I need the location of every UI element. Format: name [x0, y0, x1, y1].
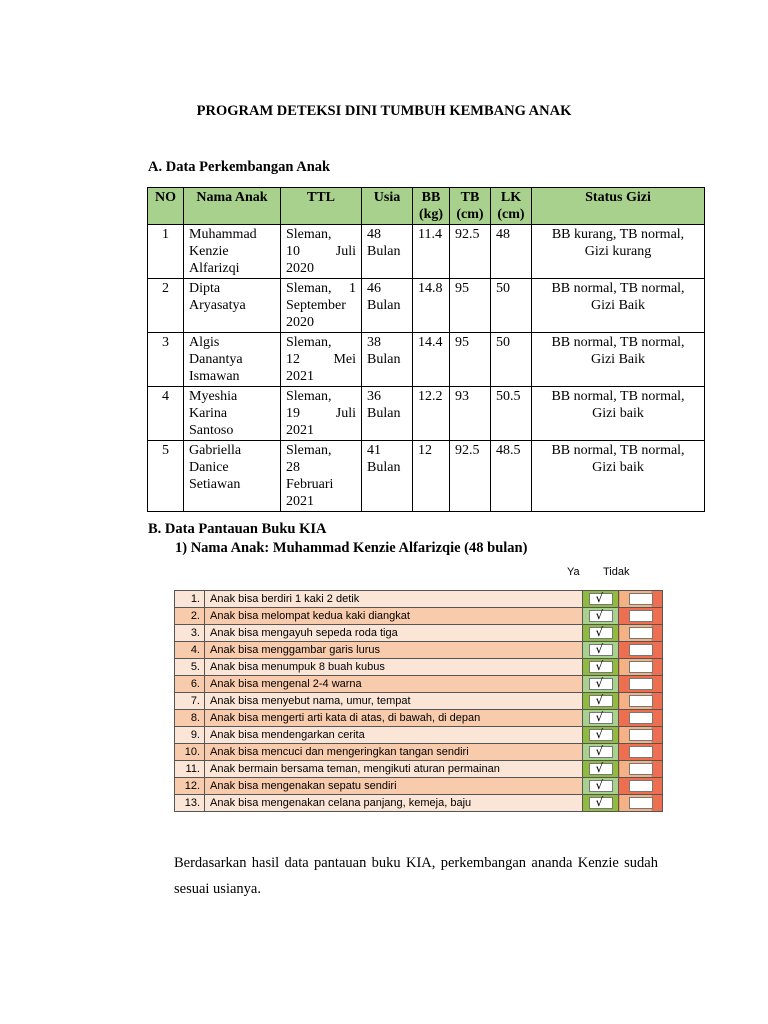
- kia-checklist-table: [174, 590, 663, 812]
- cell-lk: 50.5: [491, 387, 532, 441]
- table-row: [148, 387, 705, 441]
- cell-lk: 50: [491, 279, 532, 333]
- child-name-heading: 1) Nama Anak: Muhammad Kenzie Alfarizqie (48 bulan): [175, 540, 528, 556]
- table-row: [148, 225, 705, 279]
- tidak-cell: [619, 625, 663, 642]
- development-table: [147, 187, 705, 512]
- tidak-column-label: Tidak: [603, 566, 630, 578]
- tidak-cell: [619, 676, 663, 693]
- cell-ttl: Sleman, 28 Februari 2021: [281, 441, 362, 512]
- cell-tb: 95: [450, 333, 491, 387]
- ya-checkbox[interactable]: [589, 678, 613, 690]
- conclusion-paragraph: Berdasarkan hasil data pantauan buku KIA, perkembangan ananda Kenzie sudah sesuai usianya.: [174, 855, 658, 897]
- cell-nama: Algis Danantya Ismawan: [184, 333, 281, 387]
- cell-status: BB normal, TB normal, Gizi Baik: [532, 333, 705, 387]
- check-icon: √: [595, 744, 604, 759]
- ya-cell: [583, 591, 619, 608]
- ya-checkbox[interactable]: [589, 593, 613, 605]
- item-text: Anak bisa mengayuh sepeda roda tiga: [205, 625, 583, 642]
- item-text: Anak bisa mengenal 2-4 warna: [205, 676, 583, 693]
- ya-cell: [583, 761, 619, 778]
- item-text: Anak bisa menumpuk 8 buah kubus: [205, 659, 583, 676]
- document-title: PROGRAM DETEKSI DINI TUMBUH KEMBANG ANAK: [196, 103, 572, 119]
- header-status: Status Gizi: [532, 188, 705, 225]
- cell-status: BB normal, TB normal, Gizi baik: [532, 387, 705, 441]
- list-item: [175, 676, 663, 693]
- section-a-heading: A. Data Perkembangan Anak: [148, 159, 331, 175]
- tidak-cell: [619, 727, 663, 744]
- section-b-heading: B. Data Pantauan Buku KIA: [148, 521, 327, 537]
- cell-ttl: Sleman, 1 September 2020: [281, 279, 362, 333]
- tidak-checkbox[interactable]: [629, 627, 653, 639]
- cell-no: 5: [148, 441, 184, 512]
- item-number: 5.: [175, 659, 205, 676]
- cell-ttl: Sleman, 10 Juli 2020: [281, 225, 362, 279]
- ya-checkbox[interactable]: [589, 746, 613, 758]
- header-no: NO: [148, 188, 184, 225]
- ya-cell: [583, 693, 619, 710]
- cell-nama: Muhammad Kenzie Alfarizqi: [184, 225, 281, 279]
- tidak-checkbox[interactable]: [629, 644, 653, 656]
- item-number: 12.: [175, 778, 205, 795]
- header-lk: LK (cm): [491, 188, 532, 225]
- table-row: [148, 279, 705, 333]
- tidak-cell: [619, 778, 663, 795]
- check-icon: √: [595, 778, 604, 793]
- tidak-checkbox[interactable]: [629, 593, 653, 605]
- item-text: Anak bisa mencuci dan mengeringkan tangan sendiri: [205, 744, 583, 761]
- ya-checkbox[interactable]: [589, 644, 613, 656]
- tidak-cell: [619, 608, 663, 625]
- cell-bb: 11.4: [413, 225, 450, 279]
- check-icon: √: [595, 659, 604, 674]
- check-icon: √: [595, 642, 604, 657]
- cell-usia: 48 Bulan: [362, 225, 413, 279]
- check-icon: √: [595, 761, 604, 776]
- cell-tb: 95: [450, 279, 491, 333]
- table-row: [148, 441, 705, 512]
- cell-status: BB kurang, TB normal, Gizi kurang: [532, 225, 705, 279]
- item-number: 7.: [175, 693, 205, 710]
- ya-cell: [583, 727, 619, 744]
- tidak-checkbox[interactable]: [629, 661, 653, 673]
- item-number: 6.: [175, 676, 205, 693]
- cell-lk: 50: [491, 333, 532, 387]
- item-text: Anak bisa menyebut nama, umur, tempat: [205, 693, 583, 710]
- item-text: Anak bermain bersama teman, mengikuti aturan permainan: [205, 761, 583, 778]
- list-item: [175, 744, 663, 761]
- item-text: Anak bisa mengenakan celana panjang, kemeja, baju: [205, 795, 583, 812]
- list-item: [175, 795, 663, 812]
- list-item: [175, 591, 663, 608]
- list-item: [175, 761, 663, 778]
- cell-usia: 36 Bulan: [362, 387, 413, 441]
- ya-cell: [583, 795, 619, 812]
- header-usia: Usia: [362, 188, 413, 225]
- tidak-cell: [619, 710, 663, 727]
- ya-column-label: Ya: [567, 566, 580, 578]
- cell-status: BB normal, TB normal, Gizi Baik: [532, 279, 705, 333]
- cell-nama: Dipta Aryasatya: [184, 279, 281, 333]
- cell-ttl: Sleman, 12 Mei 2021: [281, 333, 362, 387]
- tidak-checkbox[interactable]: [629, 797, 653, 809]
- cell-nama: Myeshia Karina Santoso: [184, 387, 281, 441]
- tidak-checkbox[interactable]: [629, 678, 653, 690]
- ya-cell: [583, 642, 619, 659]
- item-text: Anak bisa mendengarkan cerita: [205, 727, 583, 744]
- tidak-cell: [619, 591, 663, 608]
- tidak-checkbox[interactable]: [629, 729, 653, 741]
- tidak-checkbox[interactable]: [629, 695, 653, 707]
- ya-cell: [583, 608, 619, 625]
- item-number: 11.: [175, 761, 205, 778]
- ya-checkbox[interactable]: [589, 763, 613, 775]
- table-header-row: [148, 188, 705, 225]
- cell-usia: 46 Bulan: [362, 279, 413, 333]
- tidak-checkbox[interactable]: [629, 712, 653, 724]
- item-text: Anak bisa melompat kedua kaki diangkat: [205, 608, 583, 625]
- ya-checkbox[interactable]: [589, 695, 613, 707]
- ya-cell: [583, 625, 619, 642]
- tidak-cell: [619, 659, 663, 676]
- cell-lk: 48.5: [491, 441, 532, 512]
- cell-bb: 12.2: [413, 387, 450, 441]
- item-number: 4.: [175, 642, 205, 659]
- check-icon: √: [595, 608, 604, 623]
- cell-tb: 92.5: [450, 225, 491, 279]
- item-number: 8.: [175, 710, 205, 727]
- list-item: [175, 778, 663, 795]
- cell-status: BB normal, TB normal, Gizi baik: [532, 441, 705, 512]
- check-icon: √: [595, 693, 604, 708]
- cell-lk: 48: [491, 225, 532, 279]
- cell-tb: 92.5: [450, 441, 491, 512]
- check-icon: √: [595, 676, 604, 691]
- cell-no: 4: [148, 387, 184, 441]
- tidak-cell: [619, 795, 663, 812]
- cell-ttl: Sleman, 19 Juli 2021: [281, 387, 362, 441]
- list-item: [175, 659, 663, 676]
- item-text: Anak bisa mengerti arti kata di atas, di bawah, di depan: [205, 710, 583, 727]
- ya-cell: [583, 778, 619, 795]
- tidak-cell: [619, 642, 663, 659]
- header-nama: Nama Anak: [184, 188, 281, 225]
- ya-checkbox[interactable]: [589, 661, 613, 673]
- check-icon: √: [595, 591, 604, 606]
- check-icon: √: [595, 795, 604, 810]
- item-number: 1.: [175, 591, 205, 608]
- item-number: 9.: [175, 727, 205, 744]
- header-ttl: TTL: [281, 188, 362, 225]
- tidak-cell: [619, 744, 663, 761]
- item-number: 10.: [175, 744, 205, 761]
- list-item: [175, 608, 663, 625]
- ya-cell: [583, 659, 619, 676]
- cell-bb: 12: [413, 441, 450, 512]
- cell-usia: 38 Bulan: [362, 333, 413, 387]
- ya-checkbox[interactable]: [589, 610, 613, 622]
- check-icon: √: [595, 625, 604, 640]
- list-item: [175, 727, 663, 744]
- tidak-cell: [619, 761, 663, 778]
- table-row: [148, 333, 705, 387]
- cell-nama: Gabriella Danice Setiawan: [184, 441, 281, 512]
- ya-cell: [583, 744, 619, 761]
- header-tb: TB (cm): [450, 188, 491, 225]
- tidak-cell: [619, 693, 663, 710]
- cell-bb: 14.4: [413, 333, 450, 387]
- cell-no: 1: [148, 225, 184, 279]
- tidak-checkbox[interactable]: [629, 780, 653, 792]
- list-item: [175, 693, 663, 710]
- ya-checkbox[interactable]: [589, 627, 613, 639]
- header-bb: BB (kg): [413, 188, 450, 225]
- ya-checkbox[interactable]: [589, 780, 613, 792]
- cell-no: 3: [148, 333, 184, 387]
- cell-no: 2: [148, 279, 184, 333]
- ya-checkbox[interactable]: [589, 797, 613, 809]
- ya-checkbox[interactable]: [589, 712, 613, 724]
- cell-usia: 41 Bulan: [362, 441, 413, 512]
- item-number: 3.: [175, 625, 205, 642]
- ya-checkbox[interactable]: [589, 729, 613, 741]
- tidak-checkbox[interactable]: [629, 746, 653, 758]
- item-number: 13.: [175, 795, 205, 812]
- item-text: Anak bisa berdiri 1 kaki 2 detik: [205, 591, 583, 608]
- item-text: Anak bisa mengenakan sepatu sendiri: [205, 778, 583, 795]
- list-item: [175, 642, 663, 659]
- item-text: Anak bisa menggambar garis lurus: [205, 642, 583, 659]
- check-icon: √: [595, 727, 604, 742]
- tidak-checkbox[interactable]: [629, 763, 653, 775]
- check-icon: √: [595, 710, 604, 725]
- ya-cell: [583, 676, 619, 693]
- list-item: [175, 710, 663, 727]
- tidak-checkbox[interactable]: [629, 610, 653, 622]
- list-item: [175, 625, 663, 642]
- cell-tb: 93: [450, 387, 491, 441]
- item-number: 2.: [175, 608, 205, 625]
- ya-cell: [583, 710, 619, 727]
- cell-bb: 14.8: [413, 279, 450, 333]
